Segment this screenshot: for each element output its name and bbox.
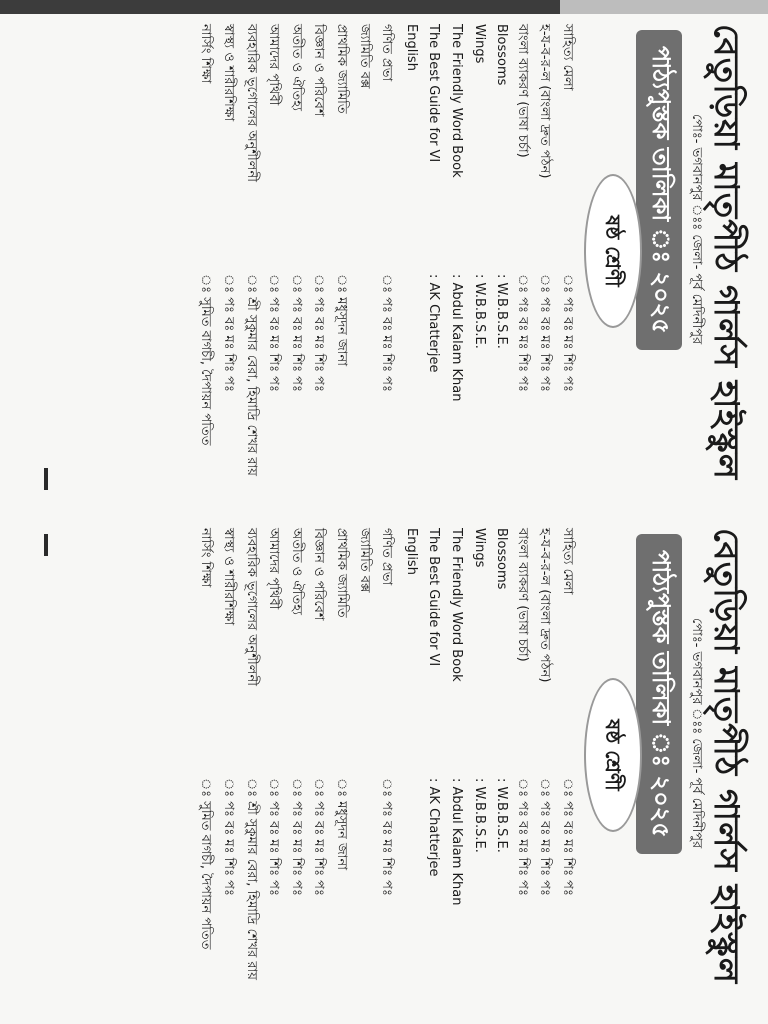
book-subject: The Friendly Word Book: [449, 528, 464, 682]
book-subject: The Best Guide for VI: [426, 24, 442, 163]
fold-mark: [44, 534, 48, 556]
scanner-top-edge: [0, 0, 768, 14]
book-publisher: ঃ পঃ বঃ মঃ শিঃ পঃ: [266, 778, 282, 896]
class-label: ষষ্ঠ শ্রেণী: [584, 174, 642, 328]
book-subject: সাহিত্য মেলা: [560, 528, 575, 595]
book-subject: প্রাথমিক জ্যামিতি: [334, 528, 349, 618]
book-publisher: : W.B.B.S.E.: [471, 778, 487, 853]
book-publisher: : W.B.B.S.E.: [471, 274, 487, 349]
book-publisher: ঃ পঃ বঃ মঃ শিঃ পঃ: [311, 778, 327, 896]
book-subject: The Friendly Word Book: [449, 24, 464, 178]
book-subject: বাংলা ব্যাকরণ (ভাষা চর্চা): [514, 24, 530, 158]
school-name: বেতুড়িয়া মাতৃপীঠ গার্লস হাইস্কুল: [706, 528, 746, 985]
book-subject: হ-য-ব-র-ল (বাংলা দ্রুত পঠন): [537, 24, 553, 179]
book-publisher: : W.B.B.S.E.: [494, 778, 510, 853]
book-subject: গণিত প্রভা: [379, 24, 395, 82]
book-subject: আমাদের পৃথিবী: [266, 528, 282, 610]
book-subject: জ্যামিতি বক্স: [356, 24, 372, 89]
book-list-title: পাঠ্যপুস্তক তালিকা ঃ ২০২৫: [636, 534, 682, 854]
book-publisher: ঃ সুমিত বাগচী, দৈপায়ন পতিত: [198, 274, 214, 446]
book-subject: হ-য-ব-র-ল (বাংলা দ্রুত পঠন): [537, 528, 553, 683]
book-publisher: ঃ শ্রী সুকুমার বেরা, হিমাদ্রি শেখর রায়: [243, 778, 259, 980]
book-list-title: পাঠ্যপুস্তক তালিকা ঃ ২০২৫: [636, 30, 682, 350]
book-subject: বিজ্ঞান ও পরিবেশ: [311, 528, 327, 621]
book-subject: জ্যামিতি বক্স: [356, 528, 372, 593]
book-subject: ব্যবহারিক ভূগোলের অনুশীলনী: [243, 528, 259, 686]
book-publisher: ঃ পঃ বঃ মঃ শিঃ পঃ: [560, 274, 575, 392]
book-subject: বিজ্ঞান ও পরিবেশ: [311, 24, 327, 117]
book-publisher: : Abdul Kalam Khan: [449, 778, 464, 906]
book-publisher: ঃ পঃ বঃ মঃ শিঃ পঃ: [379, 274, 395, 392]
book-publisher: ঃ পঃ বঃ মঃ শিঃ পঃ: [288, 274, 304, 392]
book-publisher: ঃ পঃ বঃ মঃ শিঃ পঃ: [514, 778, 530, 896]
book-subject: আমাদের পৃথিবী: [266, 24, 282, 106]
book-subject: Blossoms: [494, 528, 510, 590]
book-subject: বাংলা ব্যাকরণ (ভাষা চর্চা): [514, 528, 530, 662]
book-publisher: : AK Chatterjee: [426, 274, 442, 373]
fold-mark: [44, 468, 48, 490]
booklist-copy-bottom: [112, 528, 752, 998]
book-publisher: ঃ পঃ বঃ মঃ শিঃ পঃ: [221, 274, 236, 392]
book-subject: ব্যবহারিক ভূগোলের অনুশীলনী: [243, 24, 259, 182]
book-publisher: ঃ পঃ বঃ মঃ শিঃ পঃ: [537, 274, 553, 392]
scanner-top-edge-light: [560, 0, 768, 14]
class-label: ষষ্ঠ শ্রেণী: [584, 678, 642, 832]
book-publisher: ঃ মধুসূদন জানা: [334, 274, 349, 366]
book-subject: Blossoms: [494, 24, 510, 86]
book-subject: English: [403, 528, 419, 575]
book-publisher: ঃ পঃ বঃ মঃ শিঃ পঃ: [379, 778, 395, 896]
book-publisher: : W.B.B.S.E.: [494, 274, 510, 349]
book-subject: স্বাস্থ্য ও শারীরশিক্ষা: [221, 24, 236, 122]
book-publisher: ঃ সুমিত বাগচী, দৈপায়ন পতিত: [198, 778, 214, 950]
book-subject: The Best Guide for VI: [426, 528, 442, 667]
book-publisher: ঃ শ্রী সুকুমার বেরা, হিমাদ্রি শেখর রায়: [243, 274, 259, 476]
book-subject: সাহিত্য মেলা: [560, 24, 575, 91]
booklist-copy-top: [112, 24, 752, 494]
school-address: পোঃ- ভগবানপুর ঃঃ জেলা- পূর্ব মেদিনীপুর: [689, 114, 704, 345]
school-address: পোঃ- ভগবানপুর ঃঃ জেলা- পূর্ব মেদিনীপুর: [689, 618, 704, 849]
book-publisher: ঃ পঃ বঃ মঃ শিঃ পঃ: [288, 778, 304, 896]
book-subject: নার্সিং শিক্ষা: [198, 24, 214, 84]
book-publisher: ঃ পঃ বঃ মঃ শিঃ পঃ: [221, 778, 236, 896]
book-subject: Wings: [471, 24, 487, 64]
book-subject: Wings: [471, 528, 487, 568]
book-subject: অতীত ও ঐতিহ্য: [288, 528, 304, 615]
book-subject: অতীত ও ঐতিহ্য: [288, 24, 304, 111]
book-publisher: ঃ পঃ বঃ মঃ শিঃ পঃ: [560, 778, 575, 896]
book-publisher: ঃ পঃ বঃ মঃ শিঃ পঃ: [514, 274, 530, 392]
book-publisher: : AK Chatterjee: [426, 778, 442, 877]
book-subject: স্বাস্থ্য ও শারীরশিক্ষা: [221, 528, 236, 626]
book-publisher: ঃ মধুসূদন জানা: [334, 778, 349, 870]
school-name: বেতুড়িয়া মাতৃপীঠ গার্লস হাইস্কুল: [706, 24, 746, 481]
book-publisher: ঃ পঃ বঃ মঃ শিঃ পঃ: [311, 274, 327, 392]
book-publisher: : Abdul Kalam Khan: [449, 274, 464, 402]
book-subject: নার্সিং শিক্ষা: [198, 528, 214, 588]
book-subject: English: [403, 24, 419, 71]
book-publisher: ঃ পঃ বঃ মঃ শিঃ পঃ: [537, 778, 553, 896]
book-subject: প্রাথমিক জ্যামিতি: [334, 24, 349, 114]
book-subject: গণিত প্রভা: [379, 528, 395, 586]
book-publisher: ঃ পঃ বঃ মঃ শিঃ পঃ: [266, 274, 282, 392]
